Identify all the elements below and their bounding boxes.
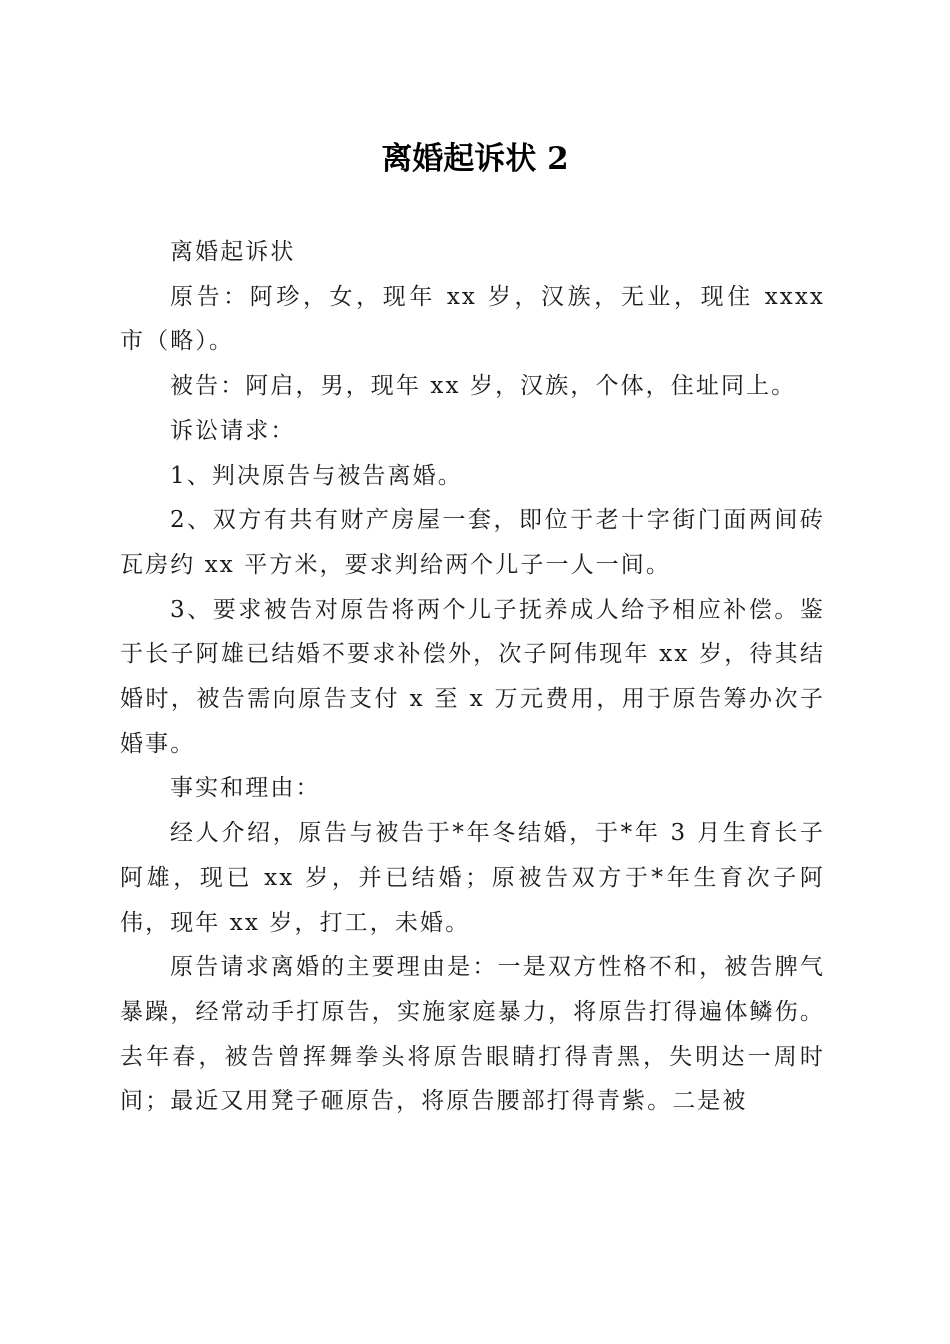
paragraph-facts-1: 经人介绍，原告与被告于*年冬结婚，于*年 3 月生育长子阿雄，现已 xx 岁，并已结婚；原被告双方于*年生育次子阿伟，现年 xx 岁，打工，未婚。 — [120, 820, 825, 936]
paragraph-claim-2: 2、双方有共有财产房屋一套，即位于老十字街门面两间砖瓦房约 xx 平方米，要求判给两个儿子一人一间。 — [120, 507, 825, 578]
paragraph-heading: 离婚起诉状 — [170, 239, 296, 265]
paragraph-claim-3: 3、要求被告对原告将两个儿子抚养成人给予相应补偿。鉴于长子阿雄已结婚不要求补偿外，次子阿伟现年 xx 岁，待其结婚时，被告需向原告支付 x 至 x 万元费用，用于原告筹办次子婚事。 — [120, 596, 825, 757]
paragraph-facts-2: 原告请求离婚的主要理由是：一是双方性格不和，被告脾气暴躁，经常动手打原告，实施家庭暴力，将原告打得遍体鳞伤。去年春，被告曾挥舞拳头将原告眼睛打得青黑，失明达一周时间；最近又用凳子砸原告，将原告腰部打得青紫。二是被 — [120, 954, 825, 1115]
document-title: 离婚起诉状 2 — [381, 141, 569, 177]
paragraph-claim-1: 1、判决原告与被告离婚。 — [170, 462, 463, 489]
paragraph-plaintiff: 原告：阿珍，女，现年 xx 岁，汉族，无业，现住 xxxx 市（略）。 — [120, 283, 825, 355]
document-body — [120, 230, 825, 1124]
paragraph-facts-heading: 事实和理由： — [170, 775, 321, 802]
paragraph-claims-heading: 诉讼请求： — [170, 417, 296, 444]
paragraph-defendant: 被告：阿启，男，现年 xx 岁，汉族，个体，住址同上。 — [170, 373, 797, 400]
